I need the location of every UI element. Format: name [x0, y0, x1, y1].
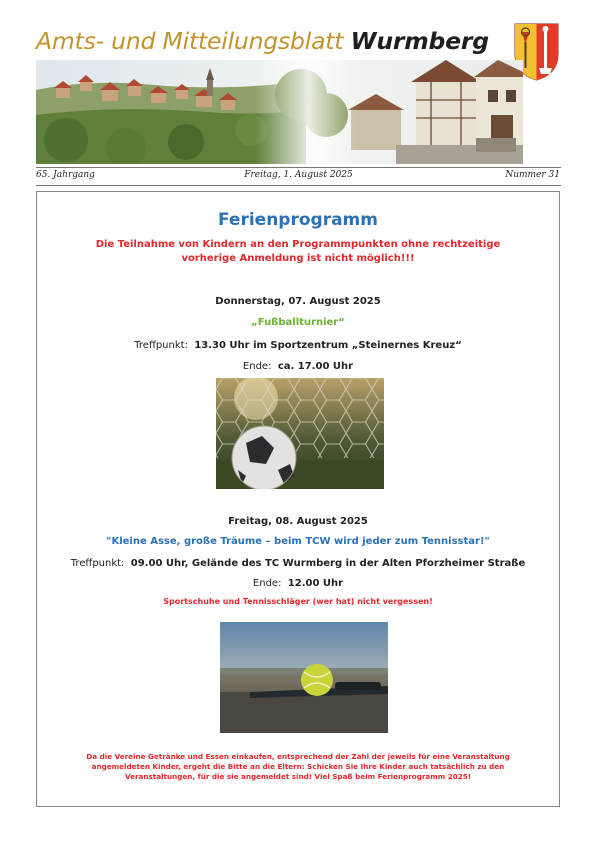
- issue-number: Nummer 31: [505, 170, 560, 180]
- warning-line-2: vorherige Anmeldung ist nicht möglich!!!: [181, 253, 415, 264]
- footer-line-1: Da die Vereine Getränke und Essen einkaufen, entsprechend der Zahl der jeweils für eine Veranstaltung: [86, 752, 510, 761]
- masthead-title-part2: Wurmberg: [350, 27, 489, 55]
- event-1-meeting-value: 13.30 Uhr im Sportzentrum „Steinernes Kreuz“: [194, 340, 462, 351]
- masthead-title-part1: Amts- und Mitteilungsblatt: [36, 27, 344, 55]
- article-title: Ferienprogramm: [218, 210, 378, 230]
- event-1-date: Donnerstag, 07. August 2025: [215, 296, 381, 307]
- event-2-meeting-label: Treffpunkt:: [70, 558, 125, 569]
- event-1-end-label: Ende:: [242, 361, 272, 372]
- event-2-meeting-value: 09.00 Uhr, Gelände des TC Wurmberg in der Alten Pforzheimer Straße: [130, 558, 526, 569]
- issue-date: Freitag, 1. August 2025: [244, 170, 353, 180]
- event-2-end-label: Ende:: [252, 578, 282, 589]
- warning-line-1: Die Teilnahme von Kindern an den Programmpunkten ohne rechtzeitige: [95, 239, 501, 250]
- event-2-date: Freitag, 08. August 2025: [228, 516, 368, 527]
- village-banner-photo: [36, 60, 523, 164]
- event-1-end-value: ca. 17.00 Uhr: [277, 361, 354, 372]
- issue-volume: 65. Jahrgang: [36, 170, 95, 180]
- footer-line-2: angemeldeten Kinder, ergeht die Bitte an die Eltern: Schicken Sie Ihre Kinder auch tatsächlich zu den: [91, 762, 505, 771]
- event-2-end: [37, 578, 559, 589]
- event-2-note: Sportschuhe und Tennisschläger (wer hat) nicht vergessen!: [163, 597, 433, 606]
- football-photo: [216, 378, 384, 489]
- tennis-photo: [220, 622, 388, 733]
- event-1-name: „Fußballturnier“: [251, 317, 345, 328]
- masthead-title: [36, 27, 489, 55]
- event-1-meeting: [37, 340, 559, 351]
- article-box: [36, 191, 560, 807]
- event-2-meeting: [37, 558, 559, 569]
- event-1-meeting-label: Treffpunkt:: [134, 340, 188, 351]
- masthead: [36, 24, 561, 60]
- article-footer-note: [53, 752, 543, 782]
- event-1-end: [37, 361, 559, 372]
- event-2-name: "Kleine Asse, große Träume – beim TCW wird jeder zum Tennisstar!": [106, 536, 490, 547]
- event-2-end-value: 12.00 Uhr: [287, 578, 344, 589]
- issue-info-bar: [36, 167, 561, 186]
- footer-line-3: Veranstaltungen, für die sie angemeldet sind! Viel Spaß beim Ferienprogramm 2025!: [124, 772, 472, 781]
